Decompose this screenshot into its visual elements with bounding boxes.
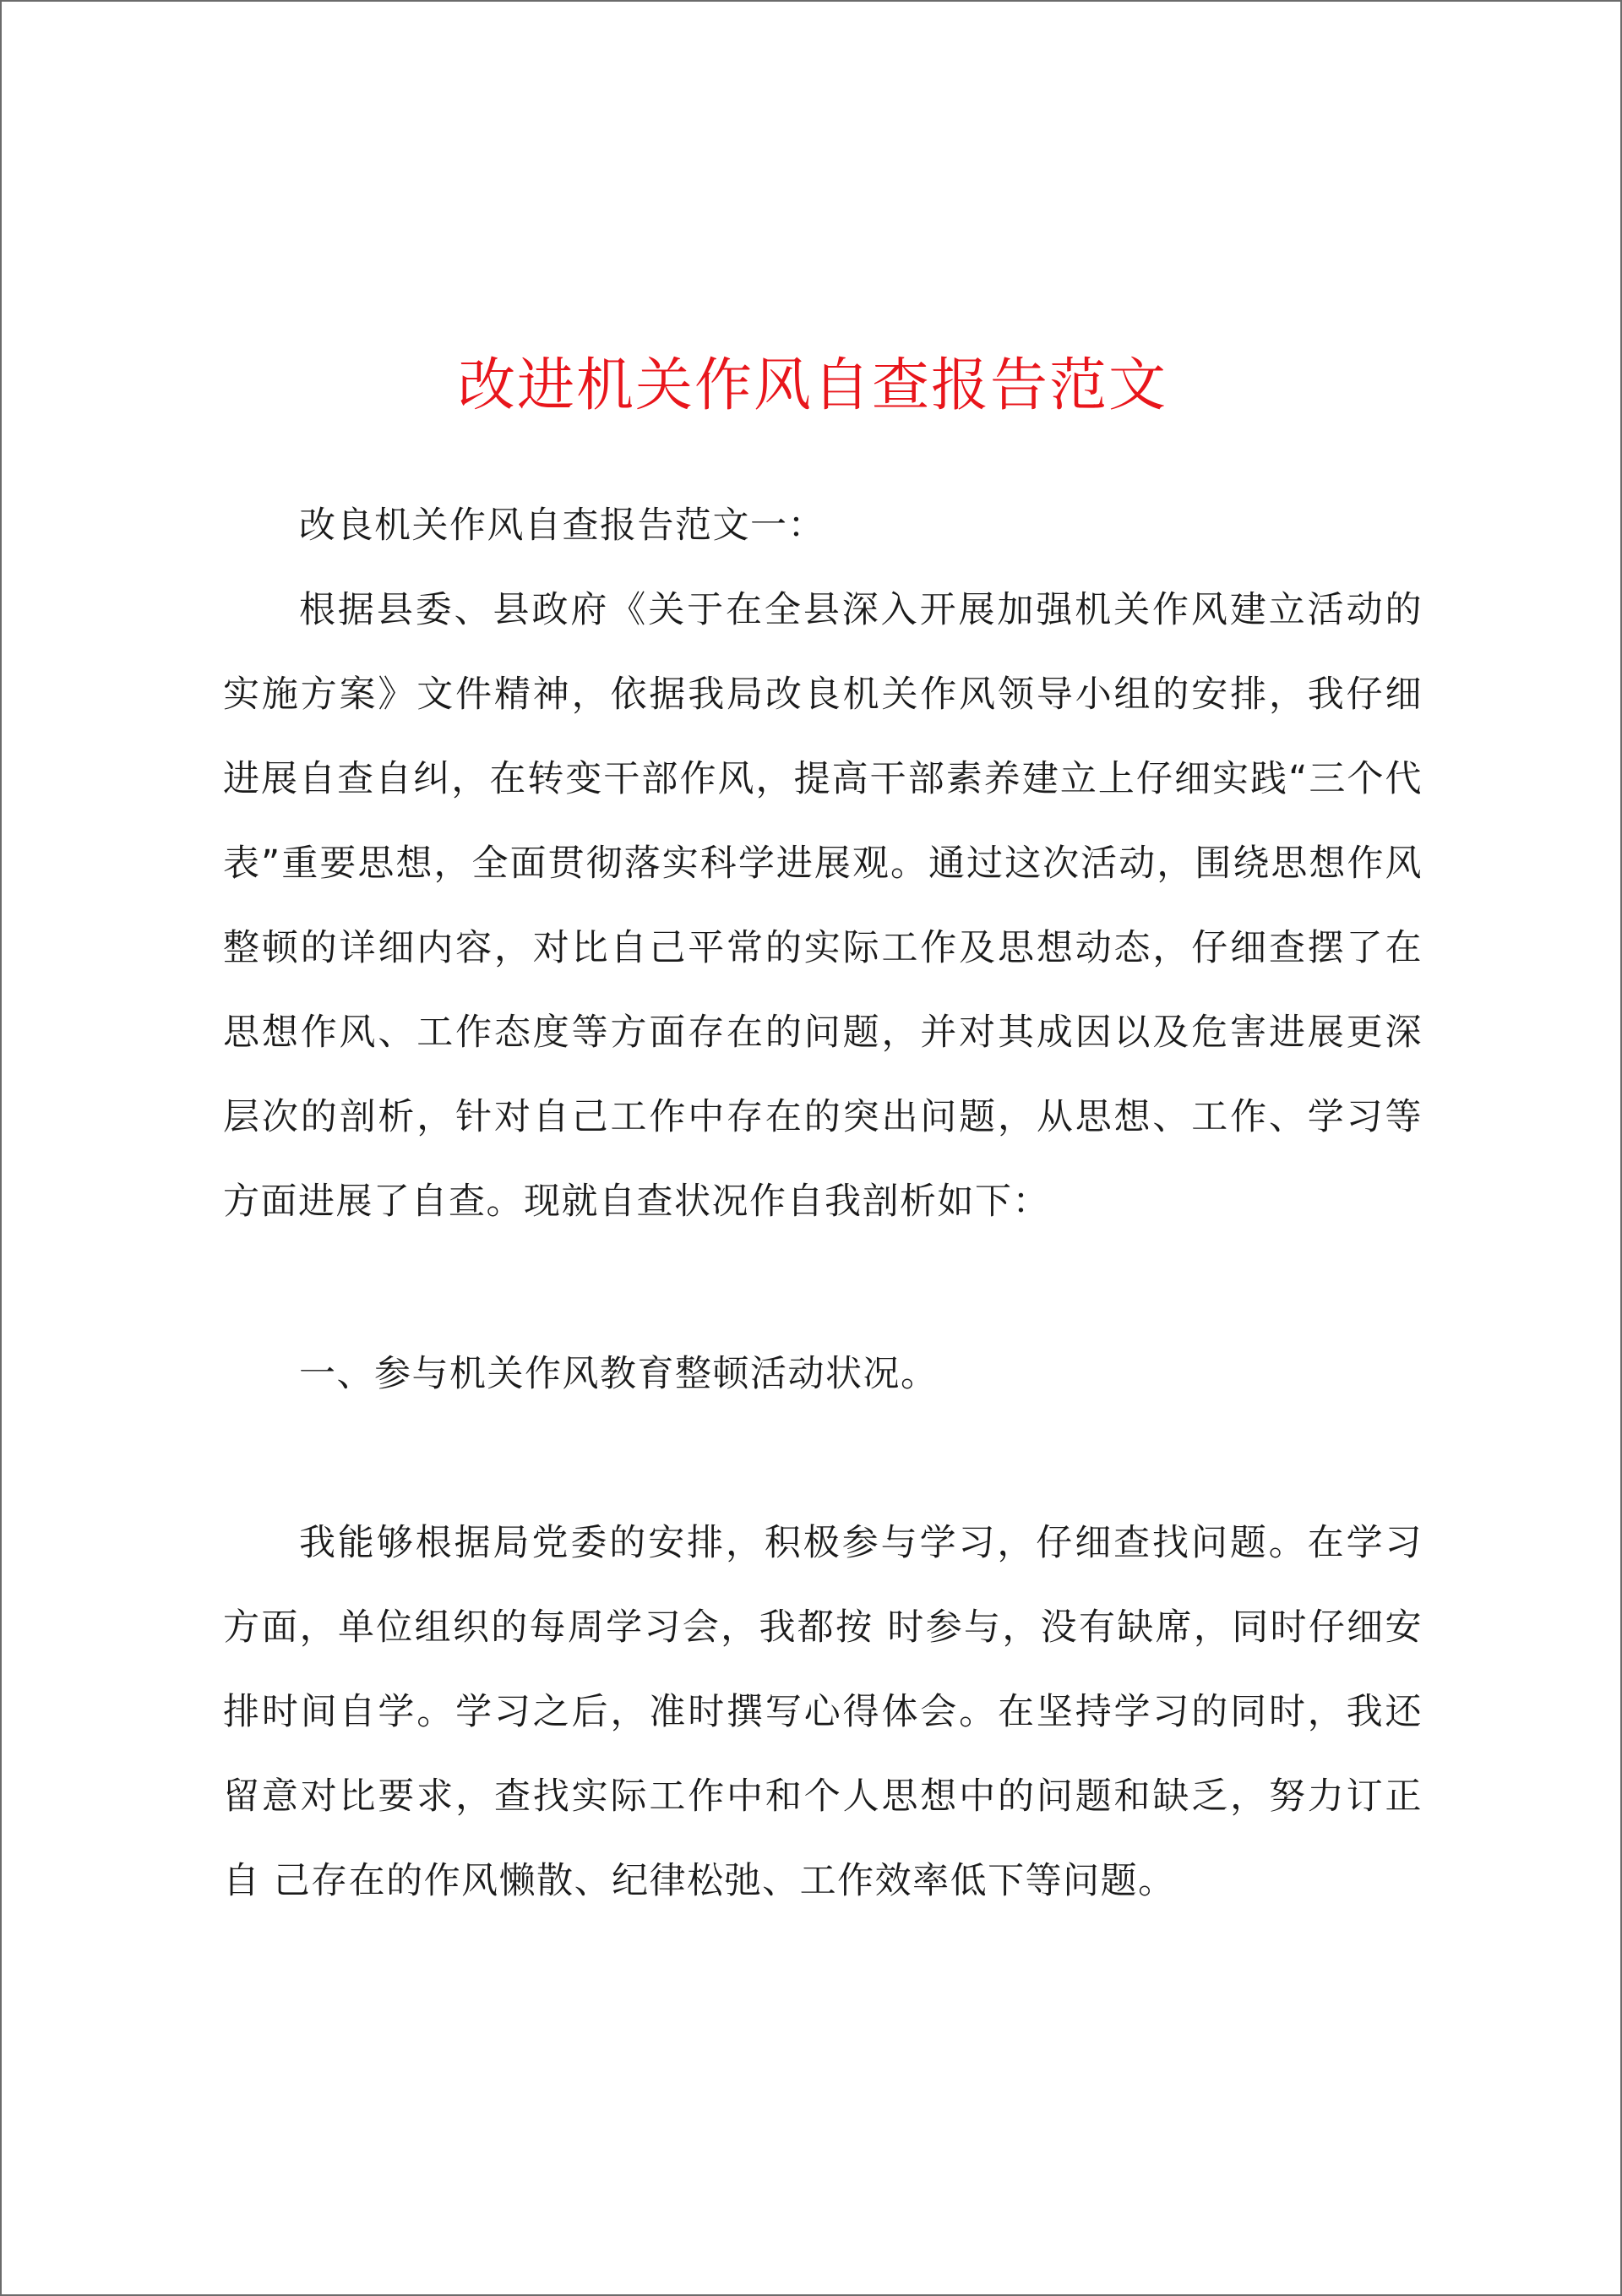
section-heading-1: 一、参与机关作风教育整顿活动状况。	[299, 1353, 939, 1395]
intro-line: 改良机关作风自查报告范文一：	[299, 504, 825, 547]
paragraph-1: 根据县委、县政府《关于在全县深入开展加强机关作风建立活动的实施方案》文件精神，依据我局改良机关作风领导小组的安排，我仔细进展自查自纠，在转变干部作风，提高干部素养建立上仔细实践“三个代表”重要思想，全面贯彻落实科学进展观。通过这次活动，围绕思想作风整顿的详细内容，对比自己平常的实际工作及思想动态，仔细查摆了在思想作风、工作态度等方面存在的问题，并对其成因以及危害进展更深层次的剖析，针对自己工作中存在的突出问题，从思想、工作、学习等方面进展了自查。现就自查状况作自我剖析如下：	[223, 589, 1423, 1223]
paragraph-2: 我能够根据局党委的安排，积极参与学习，仔细查找问题。在学习方面，单位组织的每周学习会，我都按 时参与，没有缺席，同时仔细安排时间自学。学习之后，准时撰写心得体会。在坚持学习的同时，我还留意对比要求，查找实际工作中和个人思想中的问题和缺乏，努力订正自 己存在的作风懒散、纪律松弛、工作效率低下等问题。	[223, 1522, 1423, 1902]
document-title: 改进机关作风自查报告范文	[457, 352, 1168, 419]
